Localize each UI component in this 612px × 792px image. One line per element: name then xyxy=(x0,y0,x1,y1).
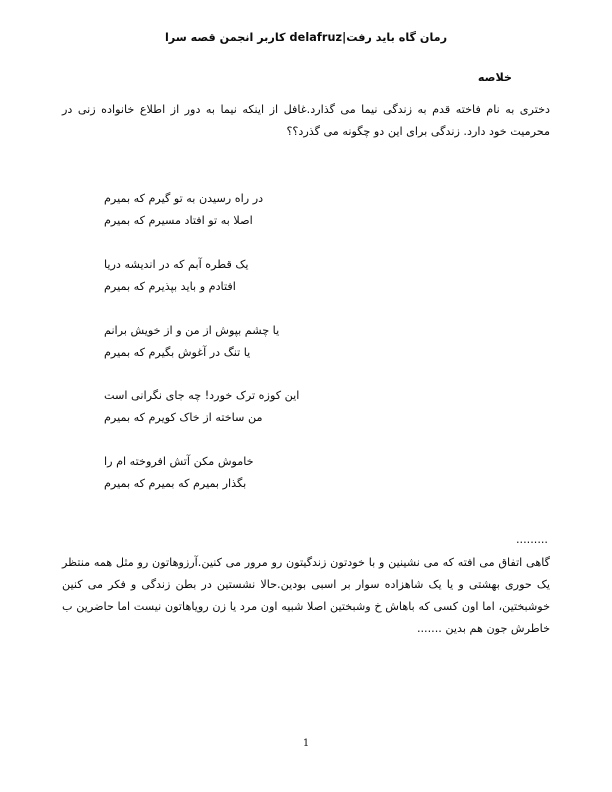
poem-stanza xyxy=(104,320,550,364)
poem-stanza xyxy=(104,188,550,232)
poem-verse: افتادم و باید بپذیرم که بمیرم xyxy=(104,279,236,293)
summary-heading: خلاصه xyxy=(477,70,512,84)
page-title-text: رمان گاه باید رفت|delafruz کاربر انجمن قصه سرا xyxy=(164,31,448,44)
poem-verse: یا تنگ در آغوش بگیرم که بمیرم xyxy=(104,345,251,359)
closing-paragraph: گاهی اتفاق می افته که می نشینین و با خودتون زندگیتون رو مرور می کنین.آرزوهاتون رو مثل همه منتظر یک حوری بهشتی و یا یک شاهزاده سوار بر اسبی بودین.حالا نشستین در بطن زندگی و فکر می کنین خوشبختین، اما اون کسی که باهاش خ وشبختین اصلا شبیه اون مرد یا زن رویاهاتون نیست اما حاضرین ب خاطرش جون هم بدین ....... xyxy=(62,556,550,635)
poem-verse: یا چشم بپوش از من و از خویش برانم xyxy=(104,323,280,337)
poem-block xyxy=(62,188,550,494)
page-content xyxy=(62,30,550,640)
summary-paragraph: دختری به نام فاخته قدم به زندگی نیما می گذارد.غافل از اینکه نیما به دور از اطلاع خانواده زنی در محرمیت خود دارد. زندگی برای این دو چگونه می گذرد؟؟ xyxy=(62,102,550,138)
page-number: 1 xyxy=(302,738,310,749)
poem-verse: خاموش مکن آتش افروخته ام را xyxy=(104,455,254,469)
section-separator: ......... xyxy=(515,532,548,546)
poem-stanza xyxy=(104,385,550,429)
poem-stanza xyxy=(104,451,550,495)
page-title xyxy=(62,30,550,47)
poem-verse: من ساخته از خاک کویرم که بمیرم xyxy=(104,411,263,425)
poem-verse: بگذار بمیرم که بمیرم که بمیرم xyxy=(104,477,247,490)
poem-verse: این کوزه ترک خورد! چه جای نگرانی است xyxy=(104,389,300,403)
poem-verse: در راه رسیدن به تو گیرم که بمیرم xyxy=(104,192,264,206)
poem-stanza xyxy=(104,254,550,298)
poem-verse: اصلا به تو افتاد مسیرم که بمیرم xyxy=(104,214,253,228)
poem-verse: یک قطره آبم که در اندیشه دریا xyxy=(104,258,249,272)
